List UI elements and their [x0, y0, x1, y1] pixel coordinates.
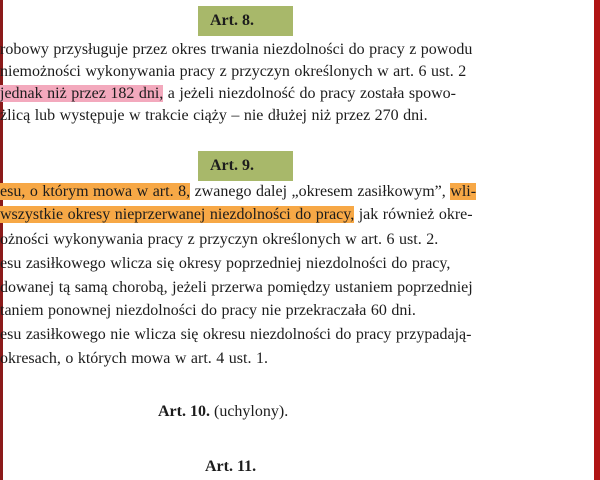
art9-line — [0, 325, 471, 345]
art9-line — [0, 205, 473, 225]
art-10-note: (uchylony). — [209, 403, 289, 420]
text-segment: taniem ponownej niezdolności do pracy nie przekraczała 60 dni. — [0, 302, 416, 319]
text-segment: a jeżeli niezdolność do pracy została spowo- — [163, 85, 457, 102]
art9-line — [0, 182, 476, 202]
art-9-heading: Art. 9. — [210, 157, 254, 174]
art-9-paragraph — [0, 182, 600, 372]
art9-line — [0, 301, 416, 321]
art8-line — [0, 84, 456, 104]
text-segment: robowy przysługuje przez okres trwania niezdolności do pracy z powodu — [0, 41, 473, 58]
text-segment: żlicą lub występuje w trakcie ciąży – nie dłużej niż przez 270 dni. — [0, 107, 428, 124]
text-segment: zwanego dalej „okresem zasiłkowym”, — [190, 183, 451, 200]
art9-line — [0, 230, 438, 250]
art9-line — [0, 278, 473, 298]
art-8-heading: Art. 8. — [210, 12, 254, 29]
highlighted-text: jednak niż przez 182 dni, — [0, 85, 164, 102]
text-segment: esu zasiłkowego wlicza się okresy poprzedniej niezdolności do pracy, — [0, 255, 451, 272]
text-segment: esu zasiłkowego nie wlicza się okresu niezdolności do pracy przypadają- — [0, 326, 472, 343]
highlighted-text: wszystkie okresy nieprzerwanej niezdolności do pracy, — [0, 206, 355, 223]
text-segment: dowanej tą samą chorobą, jeżeli przerwa pomiędzy ustaniem poprzedniej — [0, 279, 473, 296]
highlighted-text: wli- — [450, 183, 477, 200]
text-segment: okresach, o których mowa w art. 4 ust. 1. — [0, 350, 268, 367]
text-segment: ożności wykonywania pracy z przyczyn określonych w art. 6 ust. 2. — [0, 231, 439, 248]
highlighted-text: esu, o którym mowa w art. 8, — [0, 183, 191, 200]
art-10-heading: Art. 10. — [158, 403, 210, 420]
art8-line — [0, 62, 466, 82]
art-8-paragraph — [0, 40, 600, 124]
art-11-heading: Art. 11. — [205, 458, 257, 475]
art8-line — [0, 106, 428, 126]
art8-line — [0, 40, 472, 60]
art9-line — [0, 349, 268, 369]
text-segment: jak również okre- — [354, 206, 473, 223]
art-10-line — [158, 400, 288, 424]
art9-line — [0, 254, 450, 274]
text-segment: niemożności wykonywania pracy z przyczyn określonych w art. 6 ust. 2 — [0, 63, 467, 80]
